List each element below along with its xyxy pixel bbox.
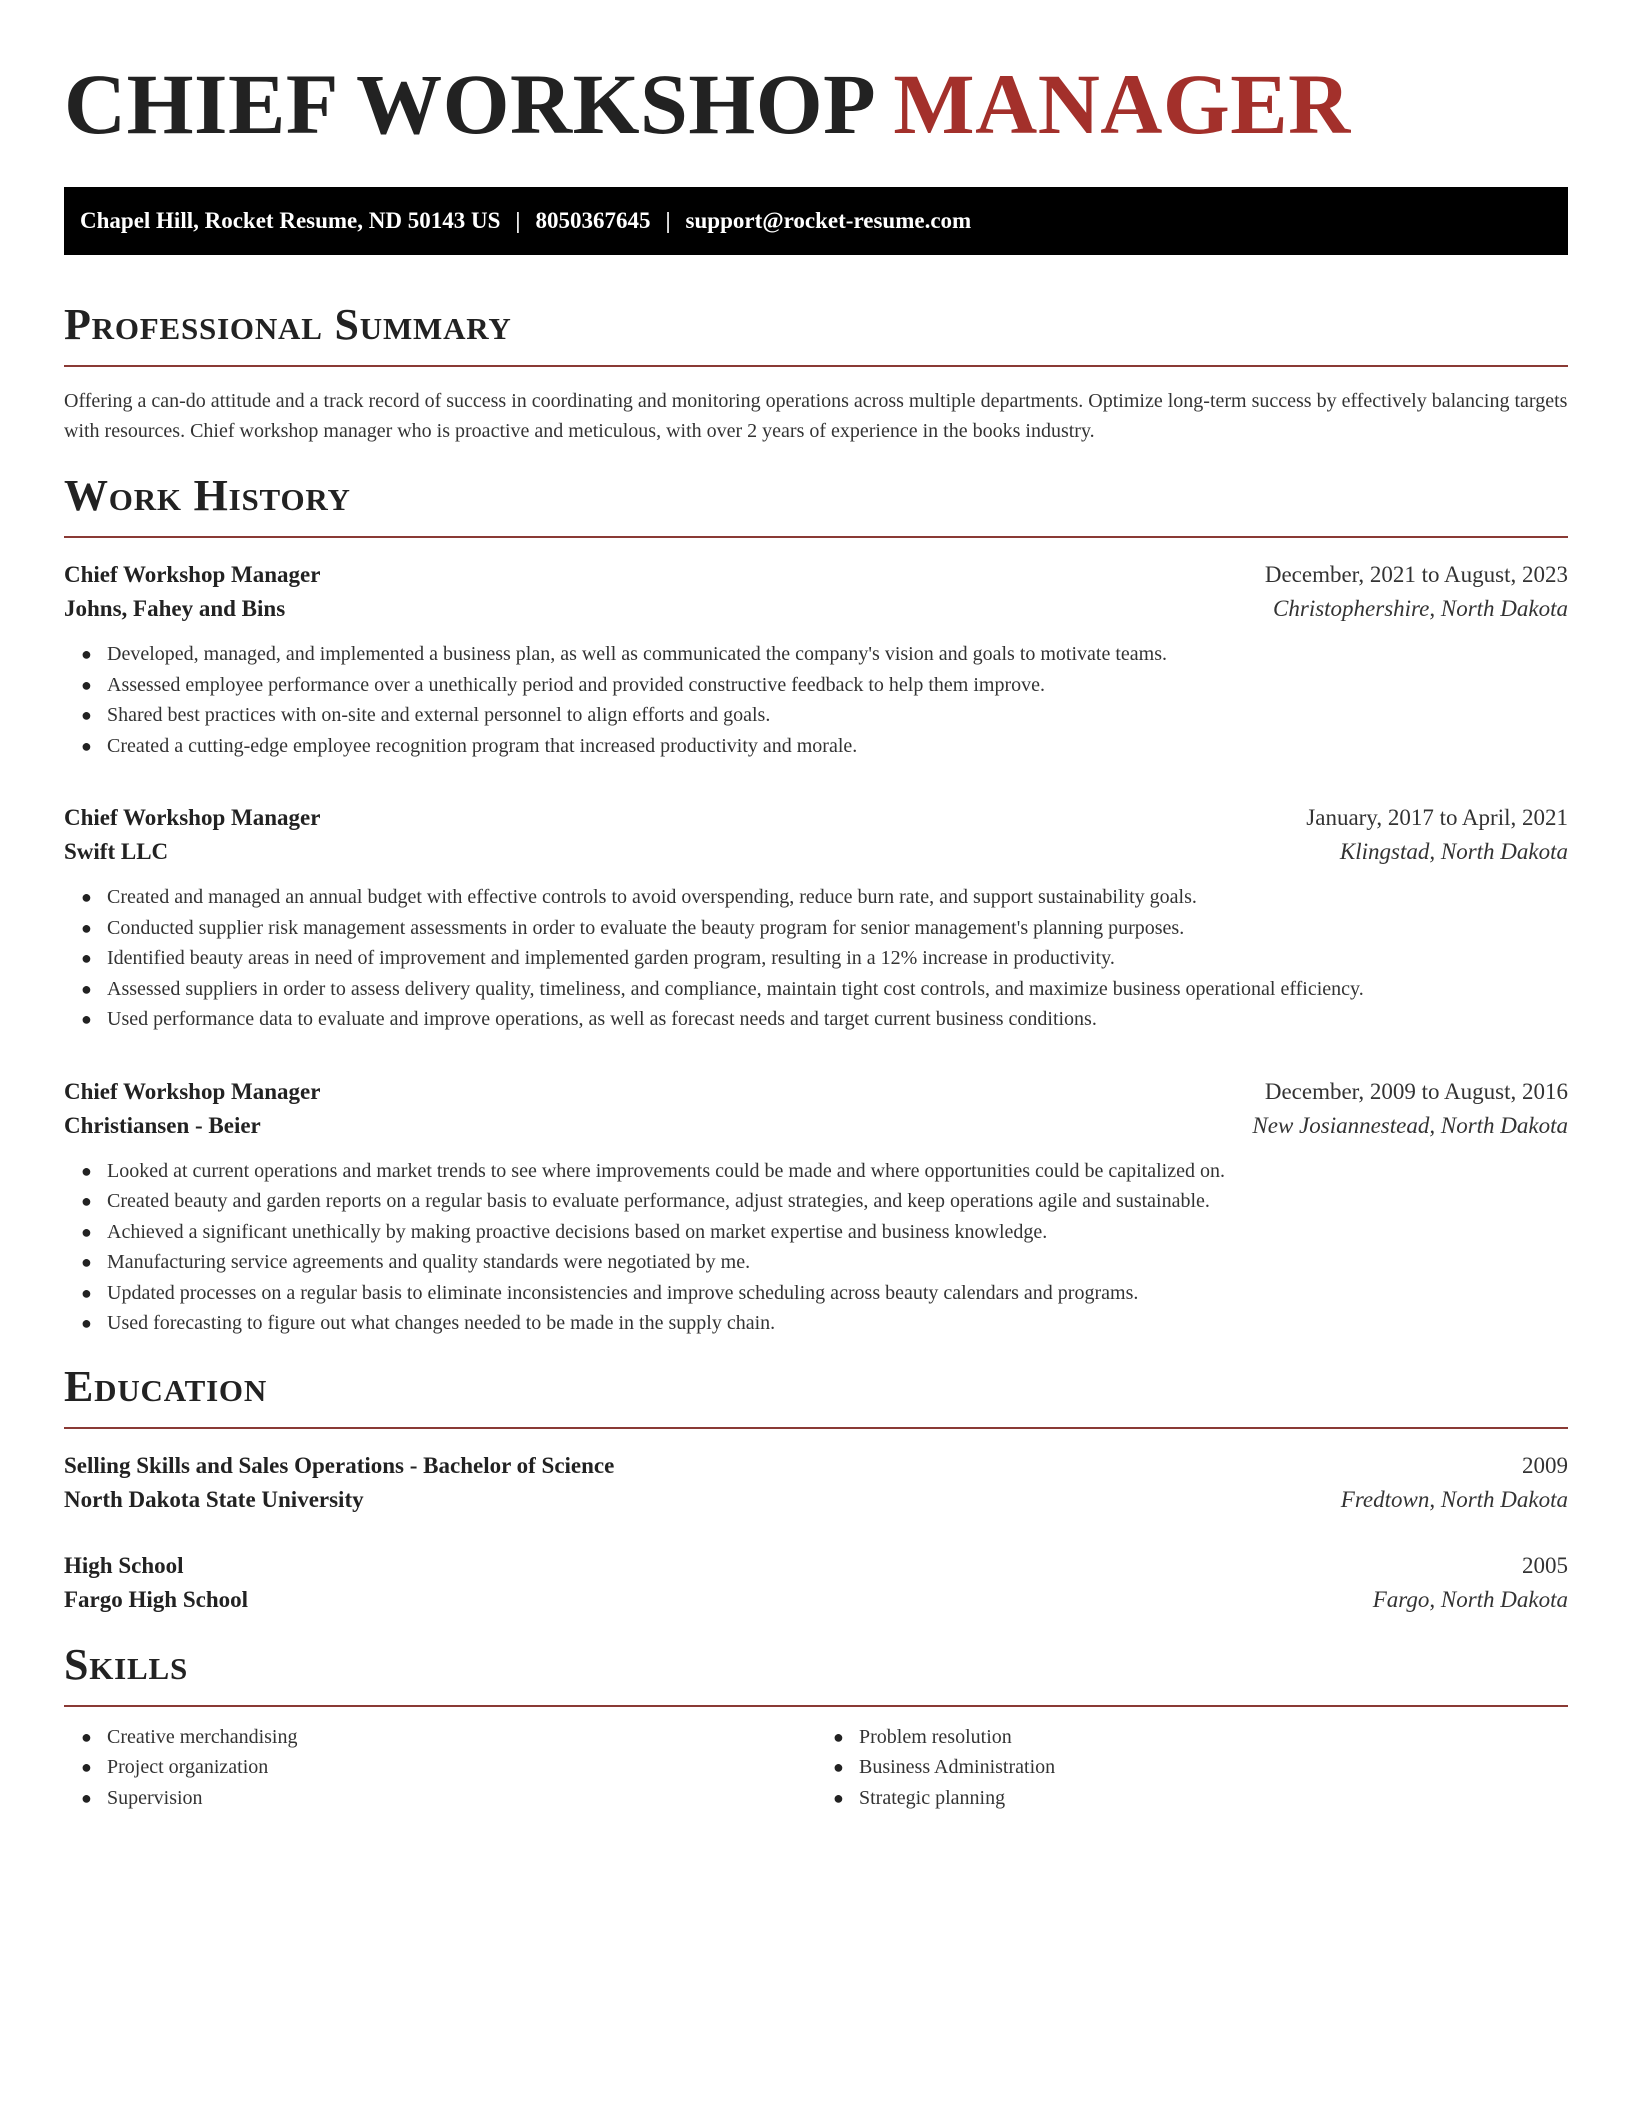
job-bullet bbox=[64, 700, 1568, 731]
job-bullet-text: Created beauty and garden reports on a regular basis to evaluate performance, adjust strategies, and keep operations agile and sustainable. bbox=[107, 1190, 1210, 1212]
job-bullet bbox=[64, 1004, 1568, 1035]
job-bullet bbox=[64, 974, 1568, 1005]
bullet-dot-icon: ● bbox=[81, 978, 92, 999]
bullet-dot-icon: ● bbox=[81, 1009, 92, 1029]
job-bullet bbox=[64, 1156, 1568, 1187]
job-dates: January, 2017 to April, 2021 bbox=[1306, 805, 1568, 830]
education-year: 2005 bbox=[1522, 1552, 1568, 1578]
job-bullets bbox=[64, 639, 1568, 761]
job-location: Klingstad, North Dakota bbox=[1339, 839, 1568, 864]
job-bullet bbox=[64, 1247, 1568, 1278]
work-history-section bbox=[64, 470, 1568, 1339]
job-bullet-text: Achieved a significant unethically by making proactive decisions based on market expertise and business knowledge. bbox=[107, 1220, 1048, 1243]
work-history-heading: Work History bbox=[64, 471, 351, 520]
name-first: CHIEF WORKSHOP bbox=[64, 56, 872, 152]
contact-address: Chapel Hill, Rocket Resume, ND 50143 US bbox=[80, 208, 501, 233]
education-heading: Education bbox=[64, 1361, 268, 1411]
bullet-dot-icon: ● bbox=[81, 1726, 92, 1747]
candidate-name bbox=[64, 56, 1568, 152]
job-bullet-text: Identified beauty areas in need of improvement and implemented garden program, resulting in a 12% increase in productivity. bbox=[107, 947, 1115, 969]
skill-item bbox=[64, 1783, 816, 1814]
contact-bar bbox=[64, 187, 1568, 255]
education-section bbox=[64, 1361, 1568, 1617]
job-bullet bbox=[64, 913, 1568, 944]
job-company: Swift LLC bbox=[64, 839, 169, 864]
education-entry bbox=[64, 1549, 1568, 1617]
job-bullet bbox=[64, 882, 1568, 913]
job-bullet-text: Assessed suppliers in order to assess delivery quality, timeliness, and compliance, maintain tight cost controls, and maximize business operational efficiency. bbox=[107, 977, 1364, 1000]
bullet-dot-icon: ● bbox=[81, 948, 92, 968]
job-title: Chief Workshop Manager bbox=[64, 805, 321, 830]
job-bullet-text: Looked at current operations and market trends to see where improvements could be made and where opportunities could be capitalized on. bbox=[107, 1159, 1225, 1182]
bullet-dot-icon: ● bbox=[81, 1282, 92, 1303]
education-year: 2009 bbox=[1522, 1452, 1568, 1478]
job-dates: December, 2009 to August, 2016 bbox=[1264, 1078, 1568, 1104]
bullet-dot-icon: ● bbox=[81, 674, 92, 695]
skill-item bbox=[816, 1783, 1568, 1814]
job-bullet bbox=[64, 1278, 1568, 1309]
education-degree: Selling Skills and Sales Operations - Bachelor of Science bbox=[64, 1452, 615, 1478]
job-bullet-text: Created a cutting-edge employee recognition program that increased productivity and morale. bbox=[107, 734, 858, 757]
job-entry bbox=[64, 1075, 1568, 1339]
job-bullets bbox=[64, 882, 1568, 1035]
skills-section bbox=[64, 1639, 1568, 1814]
job-bullet bbox=[64, 943, 1568, 974]
job-entry bbox=[64, 558, 1568, 761]
contact-separator: | bbox=[665, 208, 671, 233]
job-bullet-text: Assessed employee performance over a unethically period and provided constructive feedback to help them improve. bbox=[107, 673, 1045, 696]
job-location: New Josiannestead, North Dakota bbox=[1252, 1112, 1568, 1138]
education-degree: High School bbox=[64, 1552, 184, 1578]
job-title: Chief Workshop Manager bbox=[64, 1078, 321, 1104]
job-company: Christiansen - Beier bbox=[64, 1112, 261, 1138]
education-location: Fredtown, North Dakota bbox=[1340, 1486, 1568, 1512]
job-title: Chief Workshop Manager bbox=[64, 562, 321, 587]
education-school: Fargo High School bbox=[64, 1586, 249, 1612]
job-bullet-text: Updated processes on a regular basis to eliminate inconsistencies and improve scheduling across beauty calendars and programs. bbox=[107, 1281, 1139, 1304]
job-bullets bbox=[64, 1156, 1568, 1339]
contact-phone: 8050367645 bbox=[535, 208, 651, 233]
bullet-dot-icon: ● bbox=[81, 1313, 92, 1333]
contact-separator: | bbox=[515, 208, 521, 233]
job-location: Christophershire, North Dakota bbox=[1273, 596, 1568, 621]
skill-text: Strategic planning bbox=[859, 1786, 1006, 1809]
job-bullet bbox=[64, 1186, 1568, 1217]
job-bullet bbox=[64, 1217, 1568, 1248]
section-divider bbox=[64, 365, 1568, 367]
job-entry bbox=[64, 801, 1568, 1035]
job-bullet-text: Created and managed an annual budget with effective controls to avoid overspending, reduce burn rate, and support sustainability goals. bbox=[107, 886, 1197, 908]
job-bullet bbox=[64, 1308, 1568, 1339]
bullet-dot-icon: ● bbox=[81, 1757, 92, 1777]
job-bullet bbox=[64, 639, 1568, 670]
education-school: North Dakota State University bbox=[64, 1486, 364, 1512]
job-bullet bbox=[64, 731, 1568, 762]
education-location: Fargo, North Dakota bbox=[1372, 1586, 1568, 1612]
skills-column-left bbox=[64, 1722, 816, 1814]
skills-grid bbox=[64, 1722, 1568, 1814]
job-bullet-text: Developed, managed, and implemented a business plan, as well as communicated the company's vision and goals to motivate teams. bbox=[107, 643, 1167, 665]
contact-email: support@rocket-resume.com bbox=[685, 208, 972, 233]
skills-list bbox=[816, 1722, 1568, 1814]
job-bullet-text: Manufacturing service agreements and quality standards were negotiated by me. bbox=[107, 1251, 751, 1273]
section-divider bbox=[64, 536, 1568, 538]
bullet-dot-icon: ● bbox=[833, 1787, 844, 1808]
bullet-dot-icon: ● bbox=[833, 1757, 844, 1777]
bullet-dot-icon: ● bbox=[81, 1252, 92, 1272]
skill-item bbox=[64, 1752, 816, 1783]
job-bullet-text: Used forecasting to figure out what changes needed to be made in the supply chain. bbox=[107, 1312, 776, 1334]
bullet-dot-icon: ● bbox=[81, 644, 92, 664]
name-last: MANAGER bbox=[893, 56, 1351, 152]
job-dates: December, 2021 to August, 2023 bbox=[1264, 562, 1568, 587]
job-bullet-text: Shared best practices with on-site and external personnel to align efforts and goals. bbox=[107, 704, 771, 726]
education-entry bbox=[64, 1449, 1568, 1517]
skill-text: Supervision bbox=[107, 1786, 203, 1809]
bullet-dot-icon: ● bbox=[833, 1726, 844, 1747]
skill-item bbox=[816, 1752, 1568, 1783]
bullet-dot-icon: ● bbox=[81, 917, 92, 938]
summary-text: Offering a can-do attitude and a track record of success in coordinating and monitoring operations across multiple departments. Optimize long-term success by effectively balancing targets with resources. Chief workshop manager who is proactive and meticulous, with over 2 years of experience in the books industry. bbox=[64, 390, 1568, 442]
skill-text: Project organization bbox=[107, 1756, 269, 1778]
job-bullet bbox=[64, 670, 1568, 701]
bullet-dot-icon: ● bbox=[81, 887, 92, 907]
bullet-dot-icon: ● bbox=[81, 705, 92, 725]
skills-heading: Skills bbox=[64, 1639, 189, 1689]
bullet-dot-icon: ● bbox=[81, 1160, 92, 1181]
bullet-dot-icon: ● bbox=[81, 1221, 92, 1242]
skills-column-right bbox=[816, 1722, 1568, 1814]
summary-section bbox=[64, 299, 1568, 446]
job-bullet-text: Used performance data to evaluate and improve operations, as well as forecast needs and target current business conditions. bbox=[107, 1008, 1097, 1030]
summary-heading: Professional Summary bbox=[64, 300, 512, 349]
bullet-dot-icon: ● bbox=[81, 735, 92, 756]
skill-text: Business Administration bbox=[859, 1756, 1056, 1778]
bullet-dot-icon: ● bbox=[81, 1191, 92, 1211]
skills-list bbox=[64, 1722, 816, 1814]
job-company: Johns, Fahey and Bins bbox=[64, 596, 286, 621]
skill-item bbox=[64, 1722, 816, 1753]
section-divider bbox=[64, 1427, 1568, 1429]
skill-item bbox=[816, 1722, 1568, 1753]
section-divider bbox=[64, 1705, 1568, 1707]
bullet-dot-icon: ● bbox=[81, 1787, 92, 1808]
skill-text: Creative merchandising bbox=[107, 1725, 298, 1748]
job-bullet-text: Conducted supplier risk management assessments in order to evaluate the beauty program for senior management's planning purposes. bbox=[107, 916, 1185, 939]
skill-text: Problem resolution bbox=[859, 1725, 1012, 1748]
